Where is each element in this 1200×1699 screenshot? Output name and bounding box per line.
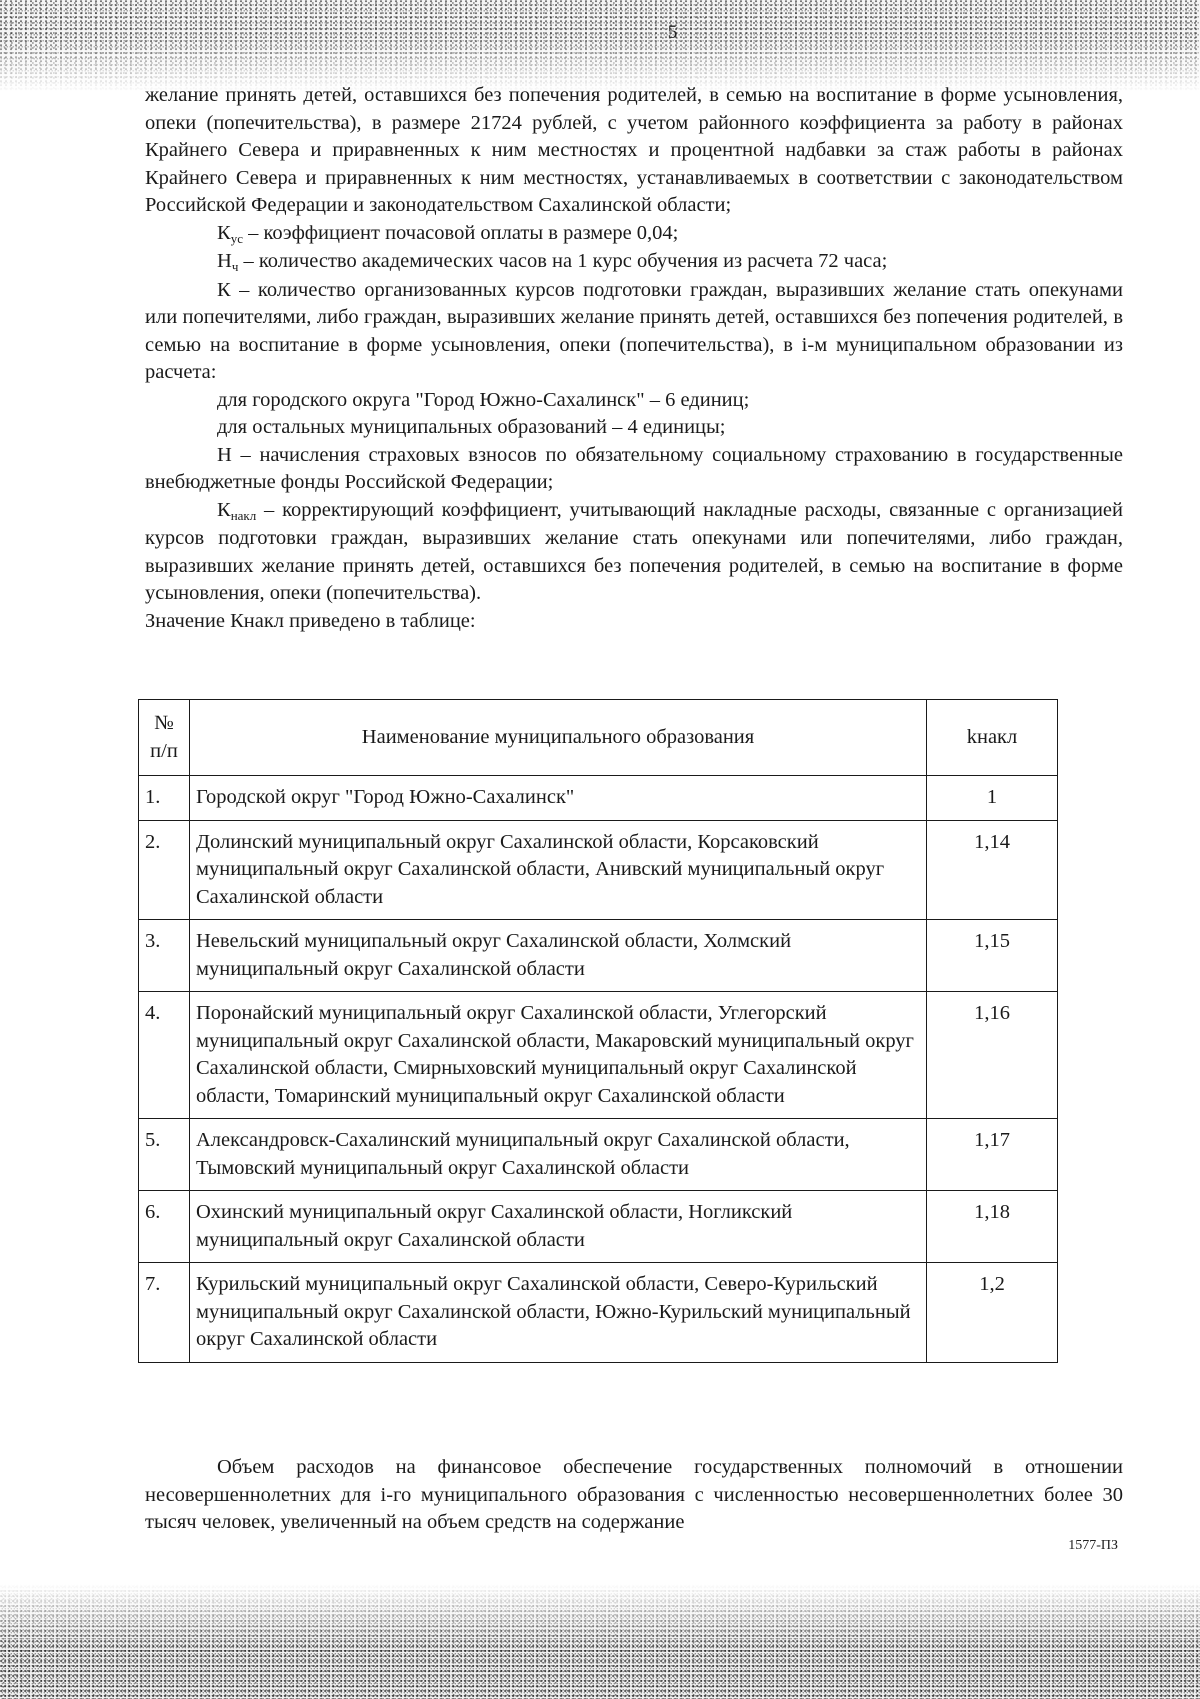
table-header-row: [139, 700, 1058, 776]
table-row: [139, 776, 1058, 821]
row-value: 1,18: [927, 1191, 1058, 1263]
document-body: [145, 82, 1123, 635]
table-row: [139, 820, 1058, 920]
coefficient-table: [138, 699, 1058, 1363]
kus-symbol: К: [217, 221, 231, 244]
paragraph-expenses: Объем расходов на финансовое обеспечение государственных полномочий в отношении несовершеннолетних для i-го муниципального образования с численностью несовершеннолетних более 30 тысяч человек, увеличенный на объем средств на содержание: [145, 1456, 1123, 1533]
table-row: [139, 1119, 1058, 1191]
knakl-text: – корректирующий коэффициент, учитывающий накладные расходы, связанные с организацией курсов подготовки граждан, выразивших желание стать опекунами или попечителями, либо граждан, выразивших желание принять детей, оставшихся без попечения родителей, в семью на воспитание в форме усыновления, опеки (попечительства).: [145, 498, 1123, 604]
row-name: Городской округ "Город Южно-Сахалинск": [190, 776, 927, 821]
scan-noise-bottom: [0, 1584, 1200, 1699]
row-num: 6.: [139, 1191, 190, 1263]
table-row: [139, 992, 1058, 1119]
row-name: Охинский муниципальный округ Сахалинской области, Ногликский муниципальный округ Сахалинской области: [190, 1191, 927, 1263]
document-code: 1577-ПЗ: [1068, 1538, 1118, 1553]
knakl-symbol: К: [217, 498, 231, 521]
row-num: 2.: [139, 820, 190, 920]
row-value: 1,2: [927, 1263, 1058, 1363]
page-number: 5: [667, 22, 678, 43]
paragraph-kus: [145, 220, 1123, 249]
table-row: [139, 1191, 1058, 1263]
row-value: 1,15: [927, 920, 1058, 992]
knakl-subscript: накл: [230, 507, 257, 523]
row-value: 1,16: [927, 992, 1058, 1119]
nch-subscript: ч: [231, 259, 239, 274]
row-value: 1: [927, 776, 1058, 821]
header-name: Наименование муниципального образования: [190, 700, 927, 776]
row-name: Поронайский муниципальный округ Сахалинской области, Углегорский муниципальный округ Сахалинской области, Макаровский муниципальный округ Сахалинской области, Смирныховский муниципальный округ Сахалинской области, Томаринский муниципальный округ Сахалинской области: [190, 992, 927, 1119]
row-name: Невельский муниципальный округ Сахалинской области, Холмский муниципальный округ Сахалинской области: [190, 920, 927, 992]
row-value: 1,14: [927, 820, 1058, 920]
table-row: [139, 1263, 1058, 1363]
row-num: 3.: [139, 920, 190, 992]
paragraph-h: Н – начисления страховых взносов по обязательному социальному страхованию в государственные внебюджетные фонды Российской Федерации;: [145, 443, 1123, 493]
nch-text: – количество академических часов на 1 курс обучения из расчета 72 часа;: [238, 250, 888, 272]
kus-subscript: ус: [230, 230, 243, 246]
closing-paragraph-block: [145, 1454, 1123, 1537]
nch-symbol: Н: [217, 250, 232, 272]
row-name: Курильский муниципальный округ Сахалинской области, Северо-Курильский муниципальный округ Сахалинской области, Южно-Курильский муниципальный округ Сахалинской области: [190, 1263, 927, 1363]
paragraph-k: К – количество организованных курсов подготовки граждан, выразивших желание стать опекунами или попечителями, либо граждан, выразивших желание принять детей, оставшихся без попечения родителей, в семью на воспитание в форме усыновления, опеки (попечительства), в i-м муниципальном образовании из расчета:: [145, 278, 1123, 383]
row-num: 1.: [139, 776, 190, 821]
row-name: Александровск-Сахалинский муниципальный округ Сахалинской области, Тымовский муниципальный округ Сахалинской области: [190, 1119, 927, 1191]
paragraph-nch: [145, 248, 1123, 277]
row-name: Долинский муниципальный округ Сахалинской области, Корсаковский муниципальный округ Сахалинской области, Анивский муниципальный округ Сахалинской области: [190, 820, 927, 920]
table-row: [139, 920, 1058, 992]
scan-noise-top: [0, 0, 1200, 92]
row-num: 7.: [139, 1263, 190, 1363]
kus-text: – коэффициент почасовой оплаты в размере 0,04;: [242, 221, 679, 244]
paragraph-k-city: для городского округа "Город Южно-Сахалинск" – 6 единиц;: [217, 388, 750, 411]
paragraph-knakl: [145, 497, 1123, 608]
header-value: kнакл: [927, 700, 1058, 776]
row-value: 1,17: [927, 1119, 1058, 1191]
paragraph-k-other: для остальных муниципальных образований – 4 единицы;: [217, 416, 726, 438]
paragraph-continuation: желание принять детей, оставшихся без попечения родителей, в семью на воспитание в форме усыновления, опеки (попечительства), в размере 21724 рублей, с учетом районного коэффициента за работу в районах Крайнего Севера и приравненных к ним местностях и процентной надбавки за стаж работы в районах Крайнего Севера и приравненных к ним местностях, устанавливаемых в соответствии с законодательством Российской Федерации и законодательством Сахалинской области;: [145, 84, 1123, 216]
row-num: 5.: [139, 1119, 190, 1191]
paragraph-table-intro: Значение Кнакл приведено в таблице:: [145, 609, 476, 632]
row-num: 4.: [139, 992, 190, 1119]
header-num: № п/п: [139, 700, 190, 776]
